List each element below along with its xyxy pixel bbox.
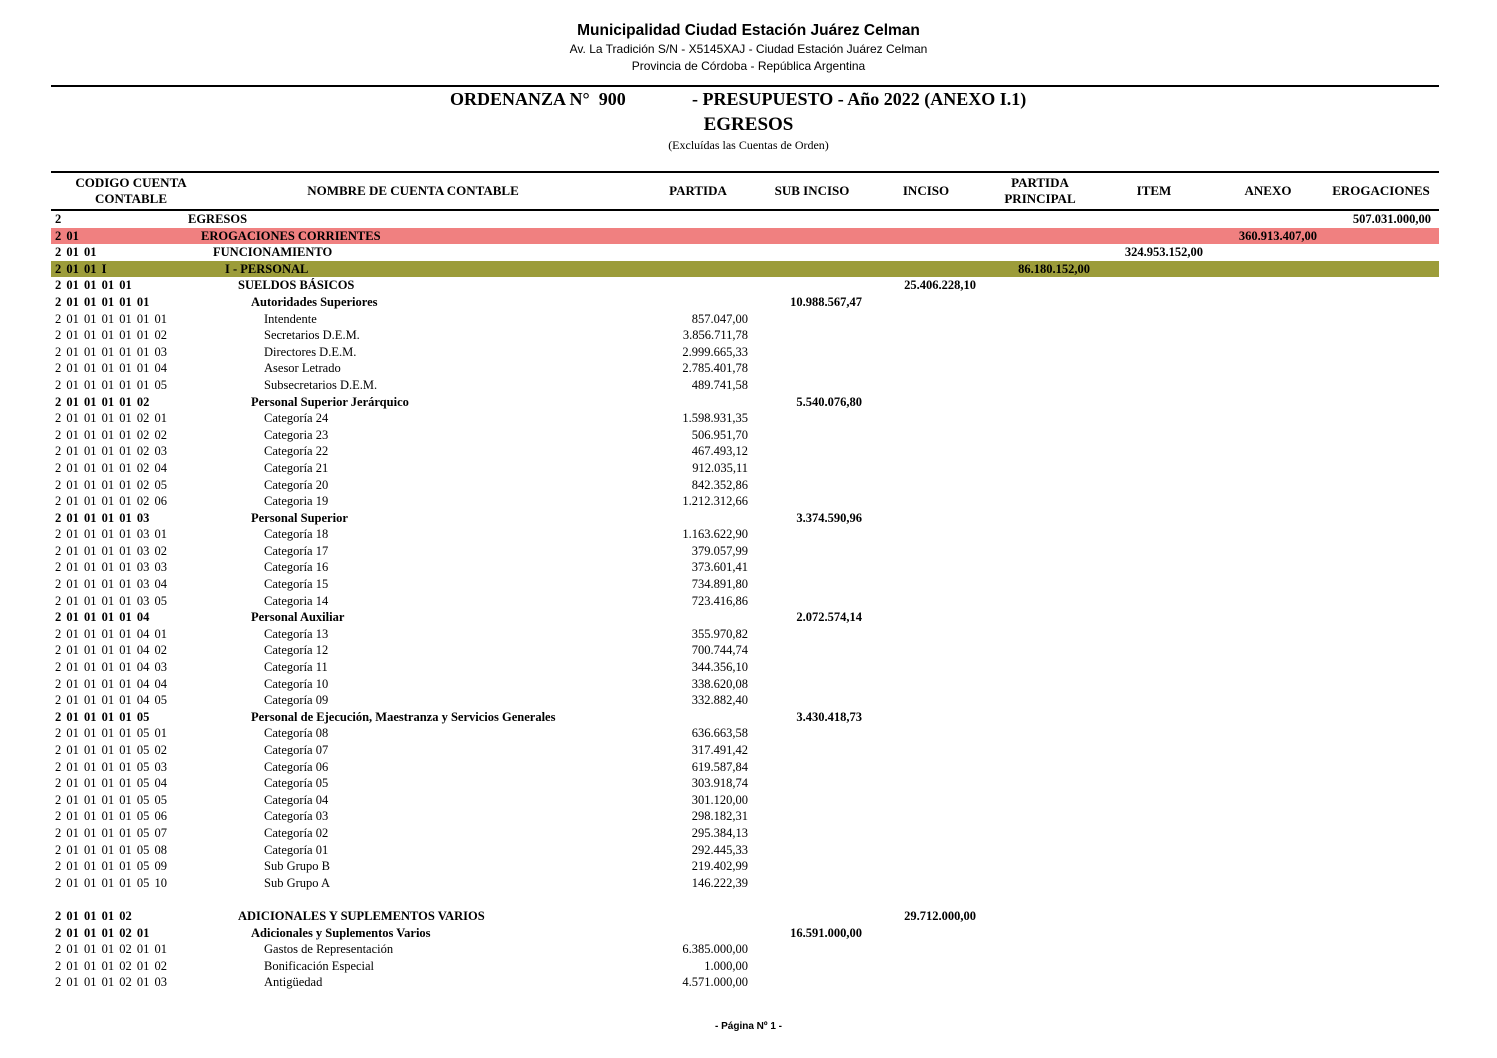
table-row xyxy=(51,576,1439,593)
table-row xyxy=(51,344,1439,361)
table-row xyxy=(51,593,1439,610)
table-row xyxy=(51,211,1439,228)
account-name: Autoridades Superiores xyxy=(251,294,378,309)
account-code: 2 01 01 01 01 04 04 xyxy=(55,676,167,691)
account-name: Categoría 03 xyxy=(264,809,329,824)
table-row xyxy=(51,659,1439,676)
account-code: 2 01 01 01 01 02 02 xyxy=(55,427,167,442)
section-title: EGRESOS xyxy=(703,114,794,135)
table-row xyxy=(51,759,1439,776)
account-code: 2 01 01 01 01 01 04 xyxy=(55,361,167,376)
account-name: Sub Grupo A xyxy=(264,875,330,890)
table-row xyxy=(51,460,1439,477)
account-name: Categoría 12 xyxy=(264,643,329,658)
amount-partida: 1.163.622,90 xyxy=(682,527,748,542)
account-name: FUNCIONAMIENTO xyxy=(213,245,333,260)
col-header-name: NOMBRE DE CUENTA CONTABLE xyxy=(307,183,519,198)
table-row xyxy=(51,775,1439,792)
account-code: 2 01 01 01 01 03 02 xyxy=(55,543,167,558)
account-code: 2 01 01 01 01 05 04 xyxy=(55,776,167,791)
table-row xyxy=(51,725,1439,742)
account-code: 2 01 01 01 02 01 01 xyxy=(55,942,167,957)
amount-partida: 338.620,08 xyxy=(691,676,748,691)
account-code: 2 01 01 01 01 02 01 xyxy=(55,411,167,426)
amount-partida: 636.663,58 xyxy=(691,726,748,741)
account-name: EGRESOS xyxy=(188,212,248,226)
table-row xyxy=(51,642,1439,659)
account-name: Categoría 18 xyxy=(264,527,329,542)
amount-partida: 467.493,12 xyxy=(691,444,748,459)
amount-partida: 700.744,74 xyxy=(691,643,748,658)
amount-partida: 301.120,00 xyxy=(691,792,748,807)
amount-partida: 219.402,99 xyxy=(691,859,748,874)
amount-partida: 373.601,41 xyxy=(691,560,748,575)
account-code: 2 01 01 01 01 05 01 xyxy=(55,726,167,741)
amount-partida: 734.891,80 xyxy=(691,577,748,592)
col-header-pp-line2: PRINCIPAL xyxy=(1004,191,1076,206)
table-row xyxy=(51,493,1439,510)
table-row xyxy=(51,908,1439,925)
table-row xyxy=(51,311,1439,328)
table-row xyxy=(51,294,1439,311)
account-name: EROGACIONES CORRIENTES xyxy=(201,228,381,243)
table-row xyxy=(51,477,1439,494)
account-code: 2 01 01 01 01 02 xyxy=(55,394,150,409)
table-row xyxy=(51,941,1439,958)
amount-anexo: 360.913.407,00 xyxy=(1238,228,1317,243)
account-name: SUELDOS BÁSICOS xyxy=(238,278,355,293)
table-row xyxy=(51,543,1439,560)
municipality-name: Municipalidad Ciudad Estación Juárez Celman xyxy=(577,22,920,39)
amount-partida: 6.385.000,00 xyxy=(682,942,748,957)
budget-title: - PRESUPUESTO - Año 2022 (ANEXO I.1) xyxy=(692,89,1027,109)
account-name: Categoría 11 xyxy=(264,660,328,675)
account-name: Categoría 04 xyxy=(264,792,329,807)
account-name: Categoría 16 xyxy=(264,560,329,575)
account-code: 2 01 01 01 01 05 03 xyxy=(55,759,167,774)
col-header-inciso: INCISO xyxy=(902,183,950,198)
amount-subinciso: 10.988.567,47 xyxy=(790,294,862,309)
col-header-anexo: ANEXO xyxy=(1244,183,1292,198)
municipality-address: Av. La Tradición S/N - X5145XAJ - Ciudad Estación Juárez Celman xyxy=(569,42,928,56)
table-row xyxy=(51,842,1439,859)
account-name: I - PERSONAL xyxy=(225,261,309,276)
account-code: 2 01 01 01 01 02 05 xyxy=(55,477,167,492)
account-name: Personal de Ejecución, Maestranza y Servicios Generales xyxy=(251,709,556,724)
table-row xyxy=(51,410,1439,427)
amount-partida: 344.356,10 xyxy=(691,660,748,675)
table-row xyxy=(51,974,1439,991)
account-name: Antigüedad xyxy=(264,975,323,990)
section-note: (Excluídas las Cuentas de Orden) xyxy=(668,138,829,152)
table-row xyxy=(51,792,1439,809)
amount-partida: 332.882,40 xyxy=(691,693,748,708)
account-name: Categoría 08 xyxy=(264,726,329,741)
col-header-code-line1: CODIGO CUENTA xyxy=(75,175,187,190)
account-name: Categoría 22 xyxy=(264,444,329,459)
page-number: - Página Nº 1 - xyxy=(715,1021,782,1032)
account-name: Categoría 10 xyxy=(264,676,329,691)
table-row xyxy=(51,277,1439,294)
account-code: 2 01 01 01 01 04 03 xyxy=(55,660,167,675)
account-name: Gastos de Representación xyxy=(264,942,394,957)
account-name: Categoría 17 xyxy=(264,543,329,558)
account-code: 2 01 01 01 01 05 08 xyxy=(55,842,167,857)
account-name: Categoría 15 xyxy=(264,577,329,592)
table-row xyxy=(51,626,1439,643)
municipality-province: Provincia de Córdoba - República Argentina xyxy=(631,59,866,73)
account-name: Personal Superior Jerárquico xyxy=(251,394,409,409)
account-name: Sub Grupo B xyxy=(264,859,330,874)
account-code: 2 01 01 01 01 05 06 xyxy=(55,809,167,824)
col-header-pp-line1: PARTIDA xyxy=(1011,175,1069,190)
amount-subinciso: 5.540.076,80 xyxy=(796,394,862,409)
account-name: Personal Superior xyxy=(251,510,348,525)
col-header-erogaciones: EROGACIONES xyxy=(1332,183,1430,198)
table-row xyxy=(51,742,1439,759)
amount-item: 324.953.152,00 xyxy=(1124,245,1203,260)
account-name: Categoría 07 xyxy=(264,743,329,757)
account-name: Categoria 14 xyxy=(264,593,329,608)
account-code: 2 01 01 01 01 05 07 xyxy=(55,825,167,840)
account-code: 2 01 01 01 01 03 04 xyxy=(55,577,167,592)
table-row xyxy=(51,925,1439,942)
amount-partida: 489.741,58 xyxy=(691,377,748,392)
amount-partida: 842.352,86 xyxy=(691,477,748,492)
account-name: Categoría 20 xyxy=(264,477,329,492)
ordinance-number: ORDENANZA N° 900 xyxy=(450,89,626,109)
account-code: 2 01 01 01 01 01 05 xyxy=(55,377,167,392)
table-row xyxy=(51,394,1439,411)
amount-partida: 619.587,84 xyxy=(691,759,748,774)
amount-pp: 86.180.152,00 xyxy=(1018,261,1090,276)
account-name: Categoría 06 xyxy=(264,759,329,774)
table-row xyxy=(51,858,1439,875)
col-header-item: ITEM xyxy=(1136,183,1172,198)
table-row xyxy=(51,875,1439,892)
account-code: 2 xyxy=(55,212,62,226)
account-name: Categoria 23 xyxy=(264,427,329,442)
amount-subinciso: 3.430.418,73 xyxy=(796,709,862,724)
account-name: Categoría 05 xyxy=(264,776,329,791)
amount-partida: 857.047,00 xyxy=(691,311,748,326)
account-name: Asesor Letrado xyxy=(264,361,341,376)
amount-partida: 1.598.931,35 xyxy=(682,411,748,426)
account-code: 2 01 01 01 02 01 03 xyxy=(55,975,167,990)
amount-partida: 298.182,31 xyxy=(691,809,748,824)
amount-partida: 355.970,82 xyxy=(691,626,748,641)
amount-partida: 1.212.312,66 xyxy=(682,494,748,509)
amount-partida: 1.000,00 xyxy=(704,958,748,973)
account-code: 2 01 01 01 01 03 05 xyxy=(55,593,167,608)
header-divider xyxy=(51,85,1439,87)
col-header-code xyxy=(51,175,211,207)
amount-inciso: 25.406.228,10 xyxy=(904,278,976,293)
amount-partida: 146.222,39 xyxy=(691,875,748,890)
account-name: Categoría 21 xyxy=(264,460,329,475)
account-code: 2 01 01 01 01 05 02 xyxy=(55,743,167,757)
amount-partida: 317.491,42 xyxy=(691,743,748,757)
account-code: 2 01 01 xyxy=(55,245,97,260)
account-name: Bonificación Especial xyxy=(264,958,375,973)
amount-partida: 379.057,99 xyxy=(691,543,748,558)
account-code: 2 01 01 01 01 04 xyxy=(55,610,150,625)
account-code: 2 01 01 01 01 xyxy=(55,278,132,293)
account-code: 2 01 xyxy=(55,228,79,243)
col-header-partida: PARTIDA xyxy=(669,183,727,198)
amount-subinciso: 16.591.000,00 xyxy=(790,925,862,940)
budget-table-body xyxy=(51,211,1439,991)
account-code: 2 01 01 01 02 01 02 xyxy=(55,958,167,973)
account-code: 2 01 01 01 01 01 03 xyxy=(55,344,167,359)
table-row xyxy=(51,676,1439,693)
account-code: 2 01 01 01 01 02 06 xyxy=(55,494,167,509)
account-name: Categoría 13 xyxy=(264,626,329,641)
account-name: Categoría 24 xyxy=(264,411,329,426)
table-top-rule xyxy=(51,171,1439,173)
account-code: 2 01 01 01 01 05 xyxy=(55,709,150,724)
account-name: Categoría 09 xyxy=(264,693,329,708)
col-header-subinciso: SUB INCISO xyxy=(774,183,850,198)
col-header-code-line2: CONTABLE xyxy=(95,191,167,206)
table-row xyxy=(51,443,1439,460)
account-name: Intendente xyxy=(264,311,317,326)
amount-partida: 912.035,11 xyxy=(692,460,748,475)
account-code: 2 01 01 01 01 04 05 xyxy=(55,693,167,708)
amount-partida: 295.384,13 xyxy=(691,825,748,840)
amount-partida: 303.918,74 xyxy=(691,776,748,791)
account-name: Adicionales y Suplementos Varios xyxy=(251,925,431,940)
amount-partida: 2.785.401,78 xyxy=(682,361,748,376)
account-name: Categoria 19 xyxy=(264,494,329,509)
table-row xyxy=(51,709,1439,726)
account-code: 2 01 01 01 01 05 10 xyxy=(55,875,167,890)
account-name: Personal Auxiliar xyxy=(251,610,345,625)
table-row xyxy=(51,559,1439,576)
col-header-partida-principal xyxy=(990,175,1090,207)
account-name: Categoría 02 xyxy=(264,825,329,840)
account-name: Categoría 01 xyxy=(264,842,329,857)
account-code: 2 01 01 01 01 01 xyxy=(55,294,150,309)
table-row xyxy=(51,526,1439,543)
account-code: 2 01 01 01 01 03 03 xyxy=(55,560,167,575)
account-code: 2 01 01 01 01 02 04 xyxy=(55,460,167,475)
table-row xyxy=(51,609,1439,626)
table-row xyxy=(51,327,1439,344)
table-row xyxy=(51,427,1439,444)
account-code: 2 01 01 01 02 xyxy=(55,908,132,923)
account-code: 2 01 01 01 01 05 05 xyxy=(55,792,167,807)
table-row xyxy=(51,377,1439,394)
account-code: 2 01 01 01 01 02 03 xyxy=(55,444,167,459)
account-name: Directores D.E.M. xyxy=(264,344,357,359)
account-name: Subsecretarios D.E.M. xyxy=(264,377,378,392)
account-code: 2 01 01 01 01 05 09 xyxy=(55,859,167,874)
table-row xyxy=(51,228,1439,245)
table-row xyxy=(51,261,1439,278)
table-row xyxy=(51,244,1439,261)
account-code: 2 01 01 01 01 01 01 xyxy=(55,311,167,326)
amount-erog: 507.031.000,00 xyxy=(1352,212,1431,226)
amount-partida: 506.951,70 xyxy=(691,427,748,442)
amount-subinciso: 3.374.590,96 xyxy=(796,510,862,525)
account-code: 2 01 01 I xyxy=(55,261,107,276)
table-row xyxy=(51,808,1439,825)
table-row xyxy=(51,510,1439,527)
account-code: 2 01 01 01 01 01 02 xyxy=(55,328,167,343)
account-code: 2 01 01 01 01 04 02 xyxy=(55,643,167,658)
amount-partida: 292.445,33 xyxy=(691,842,748,857)
account-code: 2 01 01 01 02 01 xyxy=(55,925,150,940)
account-code: 2 01 01 01 01 03 01 xyxy=(55,527,167,542)
account-code: 2 01 01 01 01 04 01 xyxy=(55,626,167,641)
table-spacer-row xyxy=(51,891,1439,908)
table-row xyxy=(51,692,1439,709)
amount-subinciso: 2.072.574,14 xyxy=(796,610,862,625)
amount-partida: 4.571.000,00 xyxy=(682,975,748,990)
account-name: ADICIONALES Y SUPLEMENTOS VARIOS xyxy=(238,908,485,923)
amount-partida: 2.999.665,33 xyxy=(682,344,748,359)
table-row xyxy=(51,958,1439,975)
account-name: Secretarios D.E.M. xyxy=(264,328,360,343)
account-code: 2 01 01 01 01 03 xyxy=(55,510,150,525)
amount-partida: 723.416,86 xyxy=(691,593,748,608)
amount-inciso: 29.712.000,00 xyxy=(904,908,976,923)
amount-partida: 3.856.711,78 xyxy=(682,328,748,343)
table-row xyxy=(51,825,1439,842)
table-row xyxy=(51,360,1439,377)
